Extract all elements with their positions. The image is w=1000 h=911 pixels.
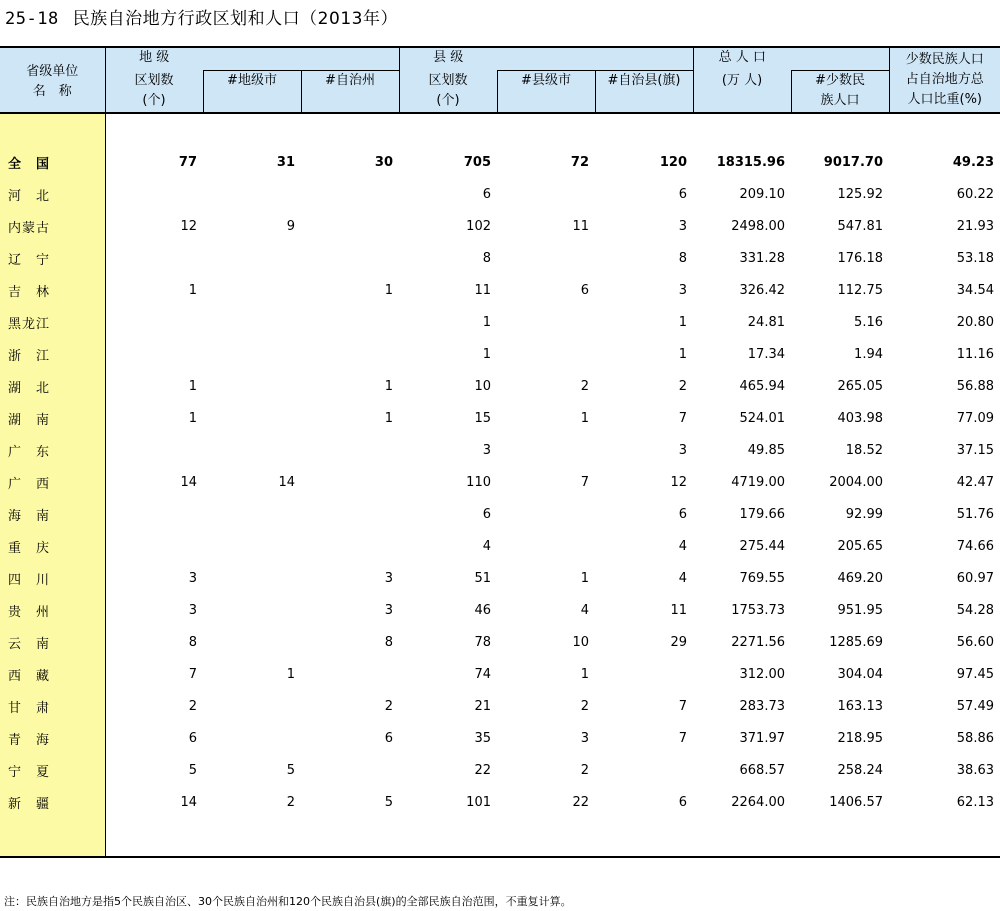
cell-minority-share: 74.66 xyxy=(956,538,994,554)
cell-minority-population: 951.95 xyxy=(837,602,883,618)
cell-prefecture-count: 77 xyxy=(178,154,197,170)
cell-minority-share: 51.76 xyxy=(956,506,994,522)
header-county-count: 区划数 (个) xyxy=(399,71,497,114)
cell-minority-population: 1.94 xyxy=(854,346,883,362)
cell-county-count: 78 xyxy=(474,634,491,650)
cell-total-population: 331.28 xyxy=(739,250,785,266)
cell-autonomous-prefecture: 5 xyxy=(384,794,393,810)
cell-autonomous-county: 1 xyxy=(678,346,687,362)
header-county-group: 县 级 xyxy=(399,47,497,71)
table-row xyxy=(0,338,1000,370)
cell-prefecture-count: 5 xyxy=(188,762,197,778)
row-region-name: 青 海 xyxy=(0,722,105,754)
footnote: 注：民族自治地方是指5个民族自治区、30个民族自治州和120个民族自治县(旗)的全部民族自治范围，不重复计算。 xyxy=(4,895,572,908)
table-row xyxy=(0,274,1000,306)
cell-total-population: 2498.00 xyxy=(731,218,785,234)
table-row xyxy=(0,690,1000,722)
cell-prefecture-count: 14 xyxy=(180,474,197,490)
table-row xyxy=(0,754,1000,786)
cell-prefecture-city xyxy=(203,722,301,754)
cell-county-count: 10 xyxy=(474,378,491,394)
row-region-name: 辽 宁 xyxy=(0,242,105,274)
cell-minority-share: 60.22 xyxy=(956,186,994,202)
cell-minority-share: 21.93 xyxy=(956,218,994,234)
cell-total-population: 275.44 xyxy=(739,538,785,554)
cell-prefecture-city xyxy=(203,306,301,338)
cell-minority-share: 57.49 xyxy=(956,698,994,714)
cell-county-city xyxy=(497,306,595,338)
cell-minority-population: 403.98 xyxy=(837,410,883,426)
cell-total-population: 769.55 xyxy=(739,570,785,586)
row-region-name: 云 南 xyxy=(0,626,105,658)
cell-autonomous-prefecture: 1 xyxy=(384,410,393,426)
cell-minority-population: 112.75 xyxy=(837,282,883,298)
cell-county-city xyxy=(497,434,595,466)
cell-minority-population: 5.16 xyxy=(854,314,883,330)
cell-prefecture-city xyxy=(203,370,301,402)
row-region-name: 河 北 xyxy=(0,178,105,210)
table-row xyxy=(0,402,1000,434)
cell-autonomous-prefecture: 30 xyxy=(374,154,393,170)
row-region-name: 新 疆 xyxy=(0,786,105,818)
cell-minority-share: 20.80 xyxy=(956,314,994,330)
cell-minority-share: 38.63 xyxy=(956,762,994,778)
cell-autonomous-prefecture: 8 xyxy=(384,634,393,650)
cell-county-count: 15 xyxy=(474,410,491,426)
table-row xyxy=(0,434,1000,466)
cell-autonomous-prefecture xyxy=(301,210,399,242)
cell-autonomous-county: 11 xyxy=(670,602,687,618)
cell-prefecture-count xyxy=(105,338,203,370)
cell-total-population: 2264.00 xyxy=(731,794,785,810)
cell-minority-population: 2004.00 xyxy=(829,474,883,490)
cell-prefecture-count: 7 xyxy=(188,666,197,682)
cell-prefecture-city xyxy=(203,690,301,722)
cell-autonomous-prefecture: 1 xyxy=(384,282,393,298)
cell-county-count: 8 xyxy=(482,250,491,266)
cell-total-population: 326.42 xyxy=(739,282,785,298)
cell-county-count: 22 xyxy=(474,762,491,778)
table-row xyxy=(0,562,1000,594)
row-region-name: 全 国 xyxy=(0,146,105,178)
cell-autonomous-prefecture: 6 xyxy=(384,730,393,746)
cell-autonomous-county: 7 xyxy=(678,698,687,714)
cell-total-population: 2271.56 xyxy=(731,634,785,650)
cell-county-count: 11 xyxy=(474,282,491,298)
cell-minority-share: 77.09 xyxy=(956,410,994,426)
cell-county-city: 22 xyxy=(572,794,589,810)
cell-autonomous-county: 3 xyxy=(678,442,687,458)
cell-minority-share: 34.54 xyxy=(956,282,994,298)
cell-total-population: 524.01 xyxy=(739,410,785,426)
cell-county-city: 11 xyxy=(572,218,589,234)
cell-autonomous-county: 1 xyxy=(678,314,687,330)
cell-county-count: 1 xyxy=(482,314,491,330)
cell-total-population: 312.00 xyxy=(739,666,785,682)
cell-autonomous-prefecture xyxy=(301,178,399,210)
header-prefecture-city: #地级市 xyxy=(203,71,301,114)
page-title xyxy=(5,4,398,29)
header-autonomous-county: #自治县(旗) xyxy=(595,71,693,114)
cell-prefecture-count xyxy=(105,434,203,466)
table-row xyxy=(0,786,1000,818)
cell-minority-share: 62.13 xyxy=(956,794,994,810)
row-region-name: 广 西 xyxy=(0,466,105,498)
cell-prefecture-city xyxy=(203,274,301,306)
cell-county-count: 74 xyxy=(474,666,491,682)
cell-prefecture-city xyxy=(203,242,301,274)
cell-prefecture-count: 12 xyxy=(180,218,197,234)
cell-autonomous-prefecture xyxy=(301,466,399,498)
cell-autonomous-county: 4 xyxy=(678,538,687,554)
header-unit: 省级单位 名 称 xyxy=(0,47,105,113)
cell-county-count: 110 xyxy=(466,474,491,490)
cell-prefecture-city xyxy=(203,178,301,210)
cell-autonomous-prefecture xyxy=(301,306,399,338)
cell-county-count: 3 xyxy=(482,442,491,458)
table-row xyxy=(0,146,1000,178)
table-row xyxy=(0,530,1000,562)
table-row xyxy=(0,466,1000,498)
cell-minority-population: 469.20 xyxy=(837,570,883,586)
cell-county-city xyxy=(497,498,595,530)
cell-prefecture-count: 3 xyxy=(188,570,197,586)
row-region-name: 湖 南 xyxy=(0,402,105,434)
cell-autonomous-prefecture xyxy=(301,658,399,690)
cell-autonomous-prefecture xyxy=(301,530,399,562)
cell-prefecture-city: 31 xyxy=(276,154,295,170)
cell-prefecture-count: 3 xyxy=(188,602,197,618)
table-row xyxy=(0,242,1000,274)
cell-autonomous-county: 6 xyxy=(678,794,687,810)
table-row xyxy=(0,178,1000,210)
cell-prefecture-count: 8 xyxy=(188,634,197,650)
row-region-name: 重 庆 xyxy=(0,530,105,562)
cell-county-city xyxy=(497,338,595,370)
table-row xyxy=(0,594,1000,626)
cell-county-city: 2 xyxy=(580,762,589,778)
cell-county-city: 2 xyxy=(580,698,589,714)
cell-autonomous-prefecture xyxy=(301,338,399,370)
cell-prefecture-count xyxy=(105,306,203,338)
cell-county-count: 46 xyxy=(474,602,491,618)
cell-prefecture-city xyxy=(203,402,301,434)
header-minority-population: #少数民 族人口 xyxy=(791,71,889,114)
cell-county-count: 101 xyxy=(466,794,491,810)
cell-prefecture-city xyxy=(203,434,301,466)
cell-prefecture-count xyxy=(105,242,203,274)
cell-total-population: 17.34 xyxy=(747,346,785,362)
row-region-name: 贵 州 xyxy=(0,594,105,626)
cell-county-city: 1 xyxy=(580,570,589,586)
cell-autonomous-county: 12 xyxy=(670,474,687,490)
cell-autonomous-prefecture xyxy=(301,242,399,274)
cell-autonomous-county: 120 xyxy=(659,154,687,170)
cell-autonomous-county: 8 xyxy=(678,250,687,266)
cell-autonomous-county: 6 xyxy=(678,506,687,522)
header-county-city: #县级市 xyxy=(497,71,595,114)
cell-autonomous-county: 6 xyxy=(678,186,687,202)
cell-prefecture-city xyxy=(203,498,301,530)
cell-total-population: 283.73 xyxy=(739,698,785,714)
cell-minority-population: 9017.70 xyxy=(823,154,883,170)
cell-minority-share: 37.15 xyxy=(956,442,994,458)
cell-minority-population: 218.95 xyxy=(837,730,883,746)
cell-county-city: 1 xyxy=(580,410,589,426)
cell-minority-share: 60.97 xyxy=(956,570,994,586)
cell-county-city xyxy=(497,178,595,210)
cell-minority-population: 176.18 xyxy=(837,250,883,266)
cell-county-city: 10 xyxy=(572,634,589,650)
cell-autonomous-prefecture xyxy=(301,754,399,786)
cell-prefecture-city: 1 xyxy=(286,666,295,682)
cell-county-count: 6 xyxy=(482,186,491,202)
cell-prefecture-city: 14 xyxy=(278,474,295,490)
row-region-name: 黑龙江 xyxy=(0,306,105,338)
cell-county-city: 6 xyxy=(580,282,589,298)
cell-county-city: 2 xyxy=(580,378,589,394)
cell-total-population: 4719.00 xyxy=(731,474,785,490)
table-body xyxy=(0,113,1000,857)
cell-prefecture-city xyxy=(203,530,301,562)
row-region-name: 宁 夏 xyxy=(0,754,105,786)
table-row xyxy=(0,722,1000,754)
table-row xyxy=(0,658,1000,690)
cell-autonomous-county xyxy=(595,754,693,786)
cell-minority-share: 49.23 xyxy=(952,154,994,170)
header-prefecture-group: 地 级 xyxy=(105,47,203,71)
cell-prefecture-count xyxy=(105,178,203,210)
cell-prefecture-count xyxy=(105,498,203,530)
cell-minority-population: 547.81 xyxy=(837,218,883,234)
cell-total-population: 179.66 xyxy=(739,506,785,522)
row-region-name: 湖 北 xyxy=(0,370,105,402)
table-end-row xyxy=(0,818,1000,857)
row-region-name: 甘 肃 xyxy=(0,690,105,722)
cell-prefecture-count: 6 xyxy=(188,730,197,746)
header-minority-share: 少数民族人口 占自治地方总 人口比重(%) xyxy=(889,47,1000,113)
cell-autonomous-county: 29 xyxy=(670,634,687,650)
table-row xyxy=(0,370,1000,402)
table-row xyxy=(0,306,1000,338)
cell-prefecture-city xyxy=(203,594,301,626)
spacer-row xyxy=(0,113,1000,146)
cell-autonomous-county: 7 xyxy=(678,410,687,426)
row-region-name: 四 川 xyxy=(0,562,105,594)
cell-total-population: 49.85 xyxy=(747,442,785,458)
cell-autonomous-prefecture xyxy=(301,434,399,466)
cell-minority-population: 92.99 xyxy=(845,506,883,522)
data-table xyxy=(0,46,1000,858)
cell-total-population: 465.94 xyxy=(739,378,785,394)
cell-county-count: 21 xyxy=(474,698,491,714)
cell-prefecture-city xyxy=(203,562,301,594)
cell-total-population: 1753.73 xyxy=(731,602,785,618)
cell-prefecture-count: 1 xyxy=(188,410,197,426)
cell-minority-population: 18.52 xyxy=(845,442,883,458)
header-population-group: 总 人 口 xyxy=(693,47,791,71)
cell-autonomous-county: 2 xyxy=(678,378,687,394)
row-region-name: 内蒙古 xyxy=(0,210,105,242)
cell-total-population: 24.81 xyxy=(747,314,785,330)
cell-autonomous-county: 4 xyxy=(678,570,687,586)
cell-county-count: 4 xyxy=(482,538,491,554)
cell-minority-population: 265.05 xyxy=(837,378,883,394)
table-row xyxy=(0,210,1000,242)
cell-total-population: 209.10 xyxy=(739,186,785,202)
cell-county-city: 7 xyxy=(580,474,589,490)
cell-autonomous-prefecture: 3 xyxy=(384,602,393,618)
cell-autonomous-county: 3 xyxy=(678,218,687,234)
cell-autonomous-prefecture: 2 xyxy=(384,698,393,714)
table-row xyxy=(0,498,1000,530)
cell-minority-population: 205.65 xyxy=(837,538,883,554)
cell-county-count: 6 xyxy=(482,506,491,522)
header-prefecture-count: 区划数 (个) xyxy=(105,71,203,114)
cell-prefecture-count xyxy=(105,530,203,562)
row-region-name: 海 南 xyxy=(0,498,105,530)
cell-county-city: 4 xyxy=(580,602,589,618)
row-region-name: 吉 林 xyxy=(0,274,105,306)
cell-prefecture-count: 1 xyxy=(188,378,197,394)
row-region-name: 浙 江 xyxy=(0,338,105,370)
cell-county-count: 705 xyxy=(463,154,491,170)
cell-county-count: 51 xyxy=(474,570,491,586)
cell-autonomous-county xyxy=(595,658,693,690)
cell-prefecture-city: 9 xyxy=(286,218,295,234)
table-row xyxy=(0,626,1000,658)
cell-county-city xyxy=(497,530,595,562)
table-title: 民族自治地方行政区划和人口（2013年） xyxy=(72,9,398,29)
cell-minority-share: 42.47 xyxy=(956,474,994,490)
cell-minority-share: 11.16 xyxy=(956,346,994,362)
cell-autonomous-county: 3 xyxy=(678,282,687,298)
cell-minority-share: 97.45 xyxy=(956,666,994,682)
cell-minority-share: 56.88 xyxy=(956,378,994,394)
cell-autonomous-county: 7 xyxy=(678,730,687,746)
cell-minority-population: 163.13 xyxy=(837,698,883,714)
cell-total-population: 371.97 xyxy=(739,730,785,746)
cell-county-city xyxy=(497,242,595,274)
cell-prefecture-count: 1 xyxy=(188,282,197,298)
cell-autonomous-prefecture: 1 xyxy=(384,378,393,394)
cell-prefecture-city: 5 xyxy=(286,762,295,778)
header-population-unit: (万 人) xyxy=(693,71,791,114)
cell-minority-share: 56.60 xyxy=(956,634,994,650)
cell-county-city: 72 xyxy=(570,154,589,170)
cell-county-city: 1 xyxy=(580,666,589,682)
cell-minority-share: 54.28 xyxy=(956,602,994,618)
cell-minority-share: 53.18 xyxy=(956,250,994,266)
cell-prefecture-city: 2 xyxy=(286,794,295,810)
row-region-name: 西 藏 xyxy=(0,658,105,690)
table-number: 25-18 xyxy=(5,9,59,29)
cell-county-count: 1 xyxy=(482,346,491,362)
cell-autonomous-prefecture xyxy=(301,498,399,530)
cell-prefecture-count: 14 xyxy=(180,794,197,810)
cell-county-count: 35 xyxy=(474,730,491,746)
cell-minority-population: 1285.69 xyxy=(829,634,883,650)
cell-minority-population: 258.24 xyxy=(837,762,883,778)
cell-minority-share: 58.86 xyxy=(956,730,994,746)
row-region-name: 广 东 xyxy=(0,434,105,466)
cell-minority-population: 125.92 xyxy=(837,186,883,202)
header-autonomous-prefecture: #自治州 xyxy=(301,71,399,114)
cell-minority-population: 1406.57 xyxy=(829,794,883,810)
cell-autonomous-prefecture: 3 xyxy=(384,570,393,586)
cell-county-count: 102 xyxy=(466,218,491,234)
cell-total-population: 18315.96 xyxy=(716,154,785,170)
cell-county-city: 3 xyxy=(580,730,589,746)
cell-prefecture-city xyxy=(203,626,301,658)
cell-prefecture-count: 2 xyxy=(188,698,197,714)
cell-total-population: 668.57 xyxy=(739,762,785,778)
cell-minority-population: 304.04 xyxy=(837,666,883,682)
cell-prefecture-city xyxy=(203,338,301,370)
